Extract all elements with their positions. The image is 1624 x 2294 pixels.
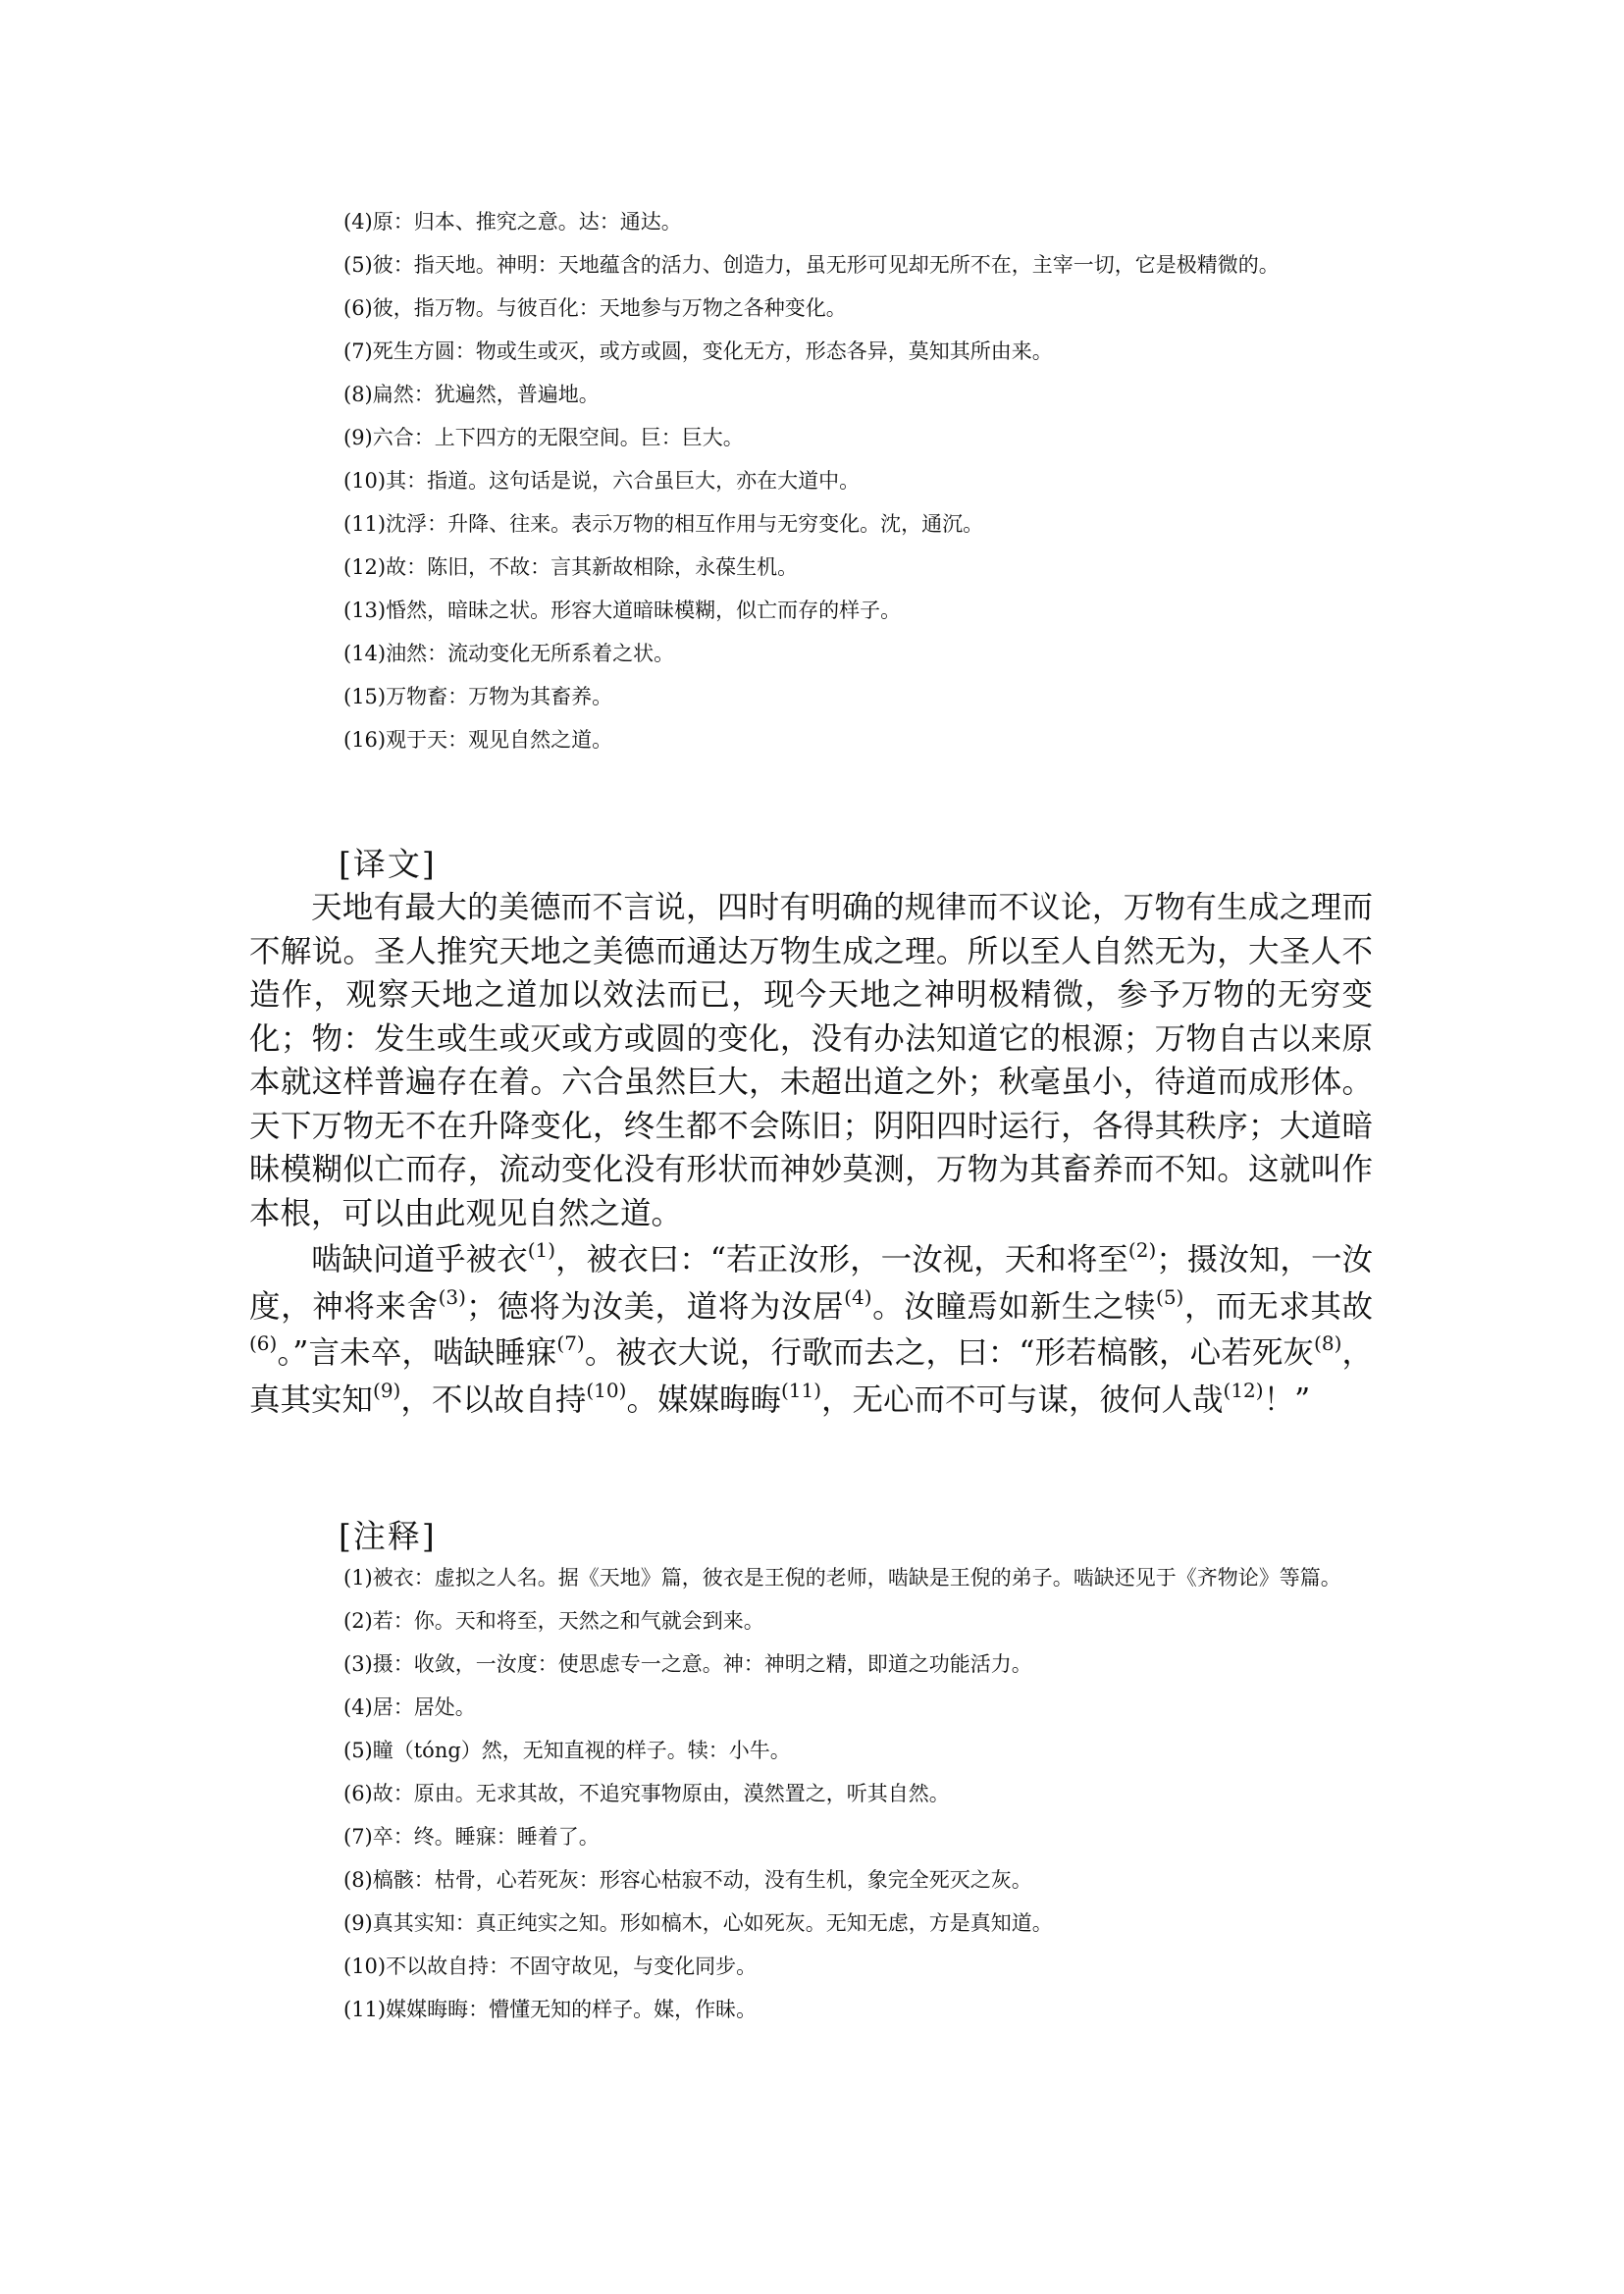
note-item: (10)不以故自持：不固守故见，与变化同步。 [343,1955,758,1978]
note-item: (16)观于天：观见自然之道。 [343,728,613,752]
notes-heading: [注释] [339,1517,437,1555]
footnote-ref: (8) [1314,1331,1342,1355]
footnote-ref: (9) [373,1378,401,1402]
text-run: 。被衣大说，行歌而去之，曰：“形若槁骸，心若死灰 [584,1335,1315,1371]
note-item: (4)居：居处。 [343,1695,476,1719]
note-item: (3)摄：收敛，一汝度：使思虑专一之意。神：神明之精，即道之功能活力。 [343,1652,1032,1676]
footnote-ref: (2) [1127,1238,1157,1262]
translation-section [249,886,1373,1235]
notes-list-bottom [249,1564,1373,2039]
text-run: ，被衣曰：“若正汝形，一汝视，天和将至 [555,1242,1128,1277]
text-run: ，而无求其故 [1183,1288,1373,1325]
original-text-section [249,1238,1373,1425]
note-item: (1)被衣：虚拟之人名。据《天地》篇，彼衣是王倪的老师，啮缺是王倪的弟子。啮缺还见于《齐物论》等篇。 [343,1566,1341,1590]
note-item: (10)其：指道。这句话是说，六合虽巨大，亦在大道中。 [343,469,861,493]
footnote-ref: (6) [249,1331,278,1355]
footnote-ref: (7) [556,1331,585,1355]
translation-heading: [译文] [339,845,437,883]
note-item: (14)油然：流动变化无所系着之状。 [343,642,675,665]
footnote-ref: (5) [1156,1284,1184,1309]
text-run: 啮缺问道乎被衣 [311,1242,528,1277]
text-run: 。”言未卒，啮缺睡寐 [277,1335,557,1371]
note-item: (5)彼：指天地。神明：天地蕴含的活力、创造力，虽无形可见却无所不在，主宰一切，它是极精微的。 [343,253,1280,277]
notes-list-top [249,208,1373,769]
note-item: (6)彼，指万物。与彼百化：天地参与万物之各种变化。 [343,296,847,320]
text-run: ！” [1263,1382,1311,1418]
note-item: (7)死生方圆：物或生或灭，或方或圆，变化无方，形态各异，莫知其所由来。 [343,339,1053,363]
text-run: ；德将为汝美，道将为汝居 [465,1288,845,1325]
note-item: (4)原：归本、推究之意。达：通达。 [343,210,682,234]
text-run: 。媒媒晦晦 [626,1382,781,1418]
note-item: (11)媒媒晦晦：懵懂无知的样子。媒，作昧。 [343,1998,758,2021]
footnote-ref: (3) [438,1284,466,1309]
footnote-ref: (12) [1223,1378,1264,1402]
note-item: (11)沈浮：升降、往来。表示万物的相互作用与无穷变化。沈，通沉。 [343,512,984,536]
footnote-ref: (4) [844,1284,872,1309]
note-item: (13)惛然，暗昧之状。形容大道暗昧模糊，似亡而存的样子。 [343,599,902,622]
note-item: (9)六合：上下四方的无限空间。巨：巨大。 [343,426,744,449]
original-paragraph [249,1238,1373,1425]
text-run: 。汝瞳焉如新生之犊 [871,1288,1157,1325]
text-run: ，真其实知 [249,1335,1373,1418]
note-item: (7)卒：终。睡寐：睡着了。 [343,1825,600,1849]
text-run: ，无心而不可与谋，彼何人哉 [821,1382,1224,1418]
note-item: (8)槁骸：枯骨，心若死灰：形容心枯寂不动，没有生机，象完全死灭之灰。 [343,1868,1032,1892]
note-item: (5)瞳（tóng）然，无知直视的样子。犊：小牛。 [343,1739,791,1762]
footnote-ref: (11) [780,1378,822,1402]
note-item: (9)真其实知：真正纯实之知。形如槁木，心如死灰。无知无虑，方是真知道。 [343,1911,1053,1935]
translation-paragraph: 天地有最大的美德而不言说，四时有明确的规律而不议论，万物有生成之理而不解说。圣人推究天地之美德而通达万物生成之理。所以至人自然无为，大圣人不造作，观察天地之道加以效法而已，现今天地之神明极精微，参予万物的无穷变化；物：发生或生或灭或方或圆的变化，没有办法知道它的根源；万物自古以来原本就这样普遍存在着。六合虽然巨大，未超出道之外；秋毫虽小，待道而成形体。天下万物无不在升降变化，终生都不会陈旧；阴阳四时运行，各得其秩序；大道暗昧模糊似亡而存，流动变化没有形状而神妙莫测，万物为其畜养而不知。这就叫作本根，可以由此观见自然之道。 [249,890,1373,1231]
note-item: (12)故：陈旧，不故：言其新故相除，永葆生机。 [343,555,799,579]
note-item: (6)故：原由。无求其故，不追究事物原由，漠然置之，听其自然。 [343,1782,950,1805]
text-run: ，不以故自持 [400,1382,587,1418]
text-run: ；摄汝知，一汝度，神将来舍 [249,1242,1373,1325]
footnote-ref: (1) [527,1238,556,1262]
footnote-ref: (10) [586,1378,627,1402]
note-item: (8)扁然：犹遍然，普遍地。 [343,383,600,406]
note-item: (2)若：你。天和将至，天然之和气就会到来。 [343,1609,764,1633]
note-item: (15)万物畜：万物为其畜养。 [343,685,613,708]
